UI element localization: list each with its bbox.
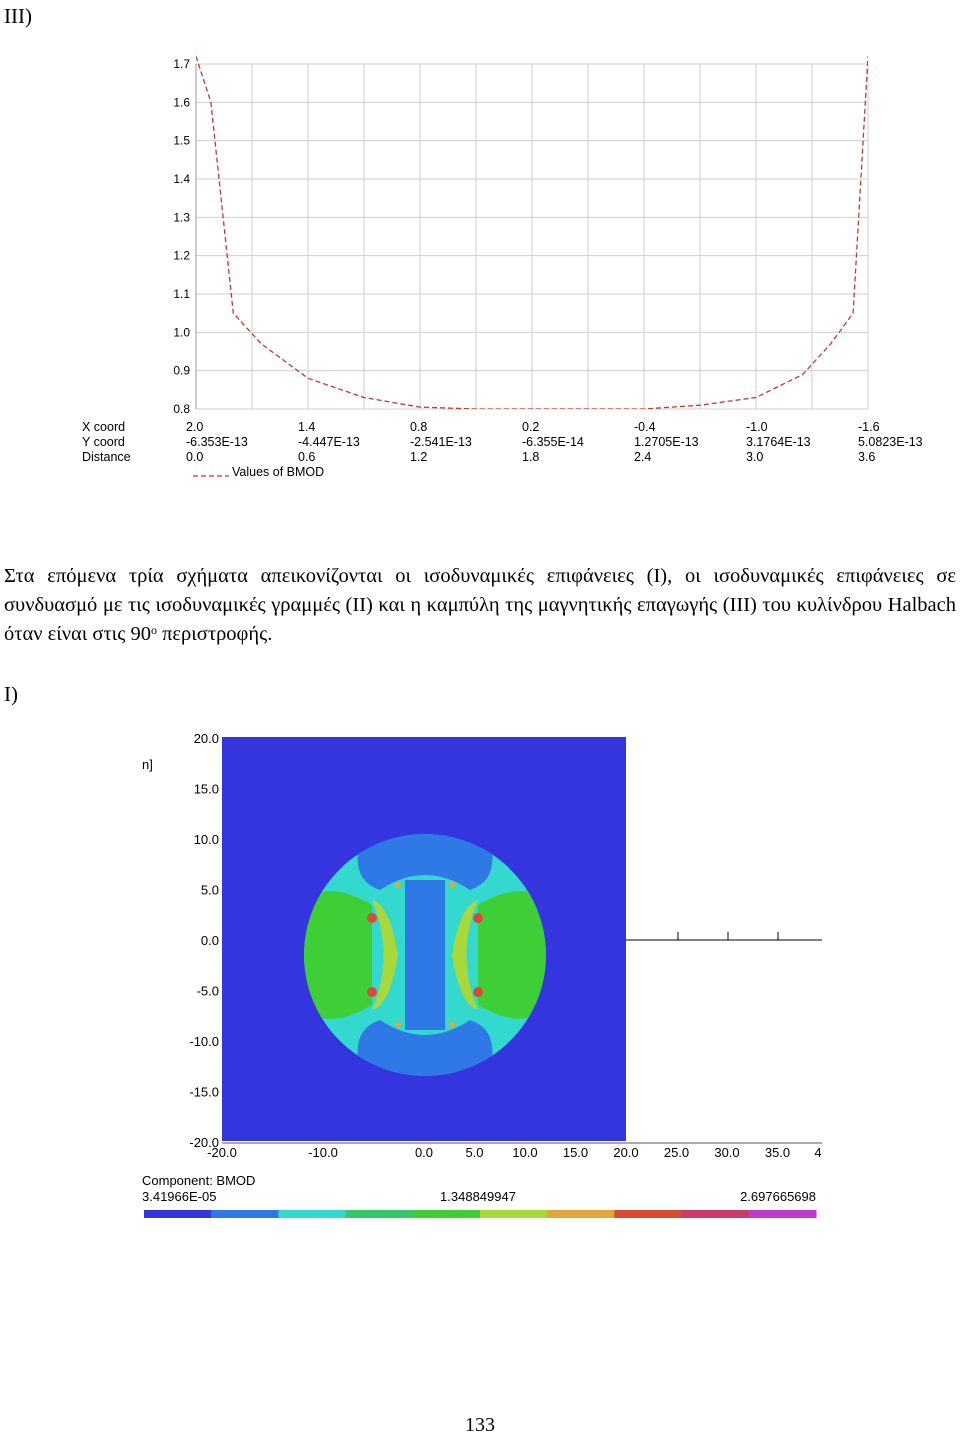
x-coord-label: 2.0 xyxy=(186,420,204,434)
field-background xyxy=(222,737,626,1141)
left-green-region xyxy=(304,891,372,1019)
contour-x-tick: 20.0 xyxy=(613,1145,639,1160)
halbach-cylinder-contours xyxy=(304,820,546,1090)
contour-y-tick: -10.0 xyxy=(189,1034,219,1049)
x-row-label: X coord xyxy=(82,420,126,434)
y-tick-label: 1.2 xyxy=(173,248,190,263)
contour-x-tick: 4 xyxy=(814,1145,822,1160)
x-coord-label: 0.2 xyxy=(522,420,540,434)
contour-y-tick: -5.0 xyxy=(196,983,219,999)
hotspot xyxy=(367,987,377,997)
hotspot xyxy=(395,882,401,888)
y-tick-label: 1.0 xyxy=(173,325,190,340)
contour-y-tick: -15.0 xyxy=(189,1084,219,1100)
contour-x-tick: 10.0 xyxy=(512,1145,538,1160)
colorbar-segment xyxy=(144,1210,212,1218)
y-tick-label: 1.6 xyxy=(173,95,190,110)
distance-label: 3.6 xyxy=(858,450,876,464)
hotspot xyxy=(449,882,455,888)
bmod-line-chart-svg xyxy=(0,0,960,500)
x-coord-label: -1.0 xyxy=(746,420,768,434)
section-label-iii: III) xyxy=(4,4,32,28)
contour-tick-labels xyxy=(142,731,822,1160)
y-coord-label: 5.0823E-13 xyxy=(858,435,923,449)
distance-label: 1.2 xyxy=(410,450,428,464)
central-column xyxy=(405,880,445,1030)
distance-label: 3.0 xyxy=(746,450,764,464)
page-number: 133 xyxy=(465,1414,495,1436)
contour-x-tick: -10.0 xyxy=(308,1145,338,1160)
colorbar-segment xyxy=(480,1210,548,1218)
x-row-label: Distance xyxy=(82,450,131,464)
right-yellow-crescent xyxy=(452,900,478,1010)
right-green-region xyxy=(478,891,546,1019)
y-tick-label: 1.5 xyxy=(173,133,190,148)
y-tick-label: 1.7 xyxy=(173,57,190,71)
contour-y-tick: 5.0 xyxy=(200,882,219,898)
hotspot xyxy=(367,913,377,923)
colorbar-segment xyxy=(413,1210,481,1218)
x-row-label: Y coord xyxy=(82,435,125,449)
contour-y-tick: 0.0 xyxy=(200,933,219,948)
contour-y-tick: 20.0 xyxy=(193,731,219,746)
x-coord-label: -0.4 xyxy=(634,420,656,434)
contour-x-tick: 25.0 xyxy=(663,1145,690,1160)
contour-x-tick: 0.0 xyxy=(414,1145,434,1160)
hotspot xyxy=(395,1022,401,1028)
left-yellow-crescent xyxy=(372,900,398,1010)
y-coord-label: -6.353E-13 xyxy=(186,435,248,449)
paragraph-text-end: περιστροφής. xyxy=(156,623,273,645)
contour-y-tick: 15.0 xyxy=(193,781,219,797)
hotspot xyxy=(449,1022,455,1028)
contour-x-tick: 30.0 xyxy=(714,1145,740,1160)
y-tick-label: 1.4 xyxy=(173,172,190,186)
paragraph-text: Στα επόμενα τρία σχήματα απεικονίζονται οι ισοδυναμικές επιφάνειες (I), οι ισοδυναμικές επιφάνειες σε συνδυασμό με τις ισοδυναμικές γραμμές (II) και η καμπύλη της μαγνητικής επαγωγής (III) του κυλίνδρου Halbach όταν είναι στις 90 xyxy=(4,565,956,645)
contour-y-tick: -20.0 xyxy=(189,1135,219,1150)
contour-x-tick: 15.0 xyxy=(562,1145,589,1160)
outer-disk xyxy=(304,834,546,1076)
x-coord-label: -1.6 xyxy=(858,420,880,434)
body-paragraph xyxy=(4,562,956,649)
contour-y-tick: 10.0 xyxy=(193,832,219,847)
section-label-i: I) xyxy=(4,682,18,706)
colorbar-segment xyxy=(547,1210,615,1218)
colorbar-segment xyxy=(278,1210,346,1218)
bottom-blue-lobe xyxy=(358,1020,493,1090)
inner-gear xyxy=(405,920,445,960)
distance-label: 0.6 xyxy=(298,450,316,464)
top-blue-lobe xyxy=(358,820,493,890)
colorbar-min: 3.41966E-05 xyxy=(142,1189,217,1204)
y-coord-label: -2.541E-13 xyxy=(410,435,472,449)
hotspot xyxy=(473,913,483,923)
contour-x-tick: 35.0 xyxy=(764,1145,791,1160)
colorbar-segment xyxy=(682,1210,750,1218)
contour-x-tick: 5.0 xyxy=(465,1145,484,1160)
colorbar-title: Component: BMOD xyxy=(142,1173,256,1188)
y-coord-label: -6.355E-14 xyxy=(522,435,584,449)
degree-superscript: ο xyxy=(150,623,157,637)
distance-label: 2.4 xyxy=(634,450,652,464)
colorbar-mid: 1.348849947 xyxy=(440,1189,516,1204)
colorbar-segment xyxy=(614,1210,682,1218)
y-tick-label: 1.1 xyxy=(173,287,190,301)
hotspot xyxy=(473,987,483,997)
right-axis-line xyxy=(222,932,822,1143)
y-tick-label: 1.3 xyxy=(173,210,190,225)
legend-label: Values of BMOD xyxy=(232,465,325,479)
colorbar xyxy=(142,1173,817,1218)
y-coord-label: -4.447E-13 xyxy=(298,435,360,449)
x-coord-label: 1.4 xyxy=(298,420,316,434)
colorbar-segment xyxy=(749,1210,817,1218)
colorbar-segment xyxy=(346,1210,414,1218)
y-coord-label: 3.1764E-13 xyxy=(746,435,811,449)
contour-x-tick: -20.0 xyxy=(207,1145,237,1160)
colorbar-max: 2.697665698 xyxy=(740,1189,816,1204)
distance-label: 0.0 xyxy=(186,450,204,464)
colorbar-segment xyxy=(211,1210,279,1218)
y-coord-label: 1.2705E-13 xyxy=(634,435,699,449)
bmod-line-chart xyxy=(0,0,960,500)
x-coord-label: 0.8 xyxy=(410,420,428,434)
y-tick-label: 0.8 xyxy=(173,402,190,416)
distance-label: 1.8 xyxy=(522,450,540,464)
axis-unit-fragment: n] xyxy=(142,757,153,772)
y-tick-label: 0.9 xyxy=(173,363,190,378)
